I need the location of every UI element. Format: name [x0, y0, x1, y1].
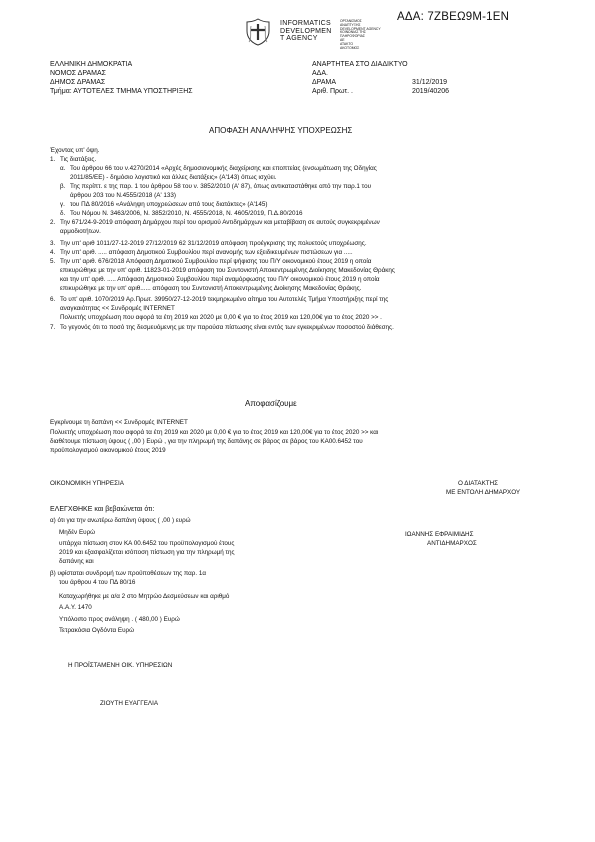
decision-line: Εγκρίνουμε τη δαπάνη << Συνδρομές INTERNET [50, 419, 188, 426]
check-line: Α.Α.Υ. 1470 [59, 604, 92, 611]
check-line: α) ότι για την ανωτέρω δαπάνη ύψους ( ,00 ) ευρώ [50, 517, 191, 524]
place-label: ΔΡΑΜΑ [312, 79, 336, 86]
item-num: 3. [50, 240, 56, 247]
item-num: 7. [50, 324, 56, 331]
item-text: Του Νόμου Ν. 3463/2006, Ν. 3852/2010, Ν. 4555/2018, Ν. 4605/2019, Π.Δ.80/2016 [70, 210, 303, 217]
logo-small-text: ΟΡΓΑΝΙΣΜΟΣ ΑΝΑΠΤΥΞΗΣ DEVELOPMENT AGENCY ΚΟΙΝΩΝΙΑΣ ΤΗΣ ΠΛΗΡΟΦΟΡΙΑΣ ΑΕ ΑΤΑΚΤΟ ΑΚΟΤΟΜΟΣ [340, 19, 381, 50]
item-num: β. [60, 183, 66, 190]
check-block [50, 516, 235, 635]
publication-title: ΑΝΑΡΤΗΤΕΑ ΣΤΟ ΔΙΑΔΙΚΤΥΟ [312, 61, 408, 68]
check-line: Υπόλοιπο προς ανάληψη . ( 480,00 ) Ευρώ [59, 616, 180, 623]
decision-line: προϋπολογισμού οικονομικού έτους 2019 [50, 447, 166, 454]
signer-title: ΑΝΤΙΔΗΜΑΡΧΟΣ [427, 540, 477, 547]
signer-role: Ο ΔΙΑΤΑΚΤΗΣ [458, 480, 499, 487]
logo-line: T AGENCY [280, 35, 318, 42]
item-num: 4. [50, 249, 56, 256]
check-line: του άρθρου 4 του ΠΔ 80/16 [59, 579, 136, 586]
protocol-value: 2019/40206 [412, 88, 449, 95]
head-service-label: Η ΠΡΟΪΣΤΑΜΕΝΗ ΟΙΚ. ΥΠΗΡΕΣΙΩΝ [68, 662, 173, 669]
financial-service-label: ΟΙΚΟΝΟΜΙΚΗ ΥΠΗΡΕΣΙΑ [50, 480, 124, 487]
decision-line: Πολυετής υποχρέωση που αφορά τα έτη 2019 και 2020 με 0,00 € για το έτος 2019 και 120,00€ για το έτος 2020 >> και [50, 429, 379, 436]
issuer-line: ΝΟΜΟΣ ΔΡΑΜΑΣ [50, 70, 106, 77]
issuer-line: Τμήμα: ΑΥΤΟΤΕΛΕΣ ΤΜΗΜΑ ΥΠΟΣΤΗΡΙΞΗΣ [50, 88, 193, 95]
document-title: ΑΠΟΦΑΣΗ ΑΝΑΛΗΨΗΣ ΥΠΟΧΡΕΩΣΗΣ [209, 126, 353, 135]
item-text: Του άρθρου 66 του ν.4270/2014 «Αρχές δημοσιονομικής διαχείρισης και εποπτείας (ενσωμάτωση της Οδηγίας [70, 165, 377, 172]
decision-line: διαθέτουμε πίστωση ύψους ( ,00 ) Ευρώ , για την πληρωμή της δαπάνης σε βάρος σε βάρος του ΚΑ00.6452 του [50, 438, 363, 445]
check-line: Τετρακόσια Ογδόντα Ευρώ [59, 627, 135, 634]
issuer-line: ΔΗΜΟΣ ΔΡΑΜΑΣ [50, 79, 106, 86]
item-text: Το υπ' αριθ. 1070/2019 Αρ.Πρωτ. 39950/27-12-2019 τεκμηριωμένο αίτημα του Αυτοτελές Τμήμα Υποστήριξης περί της [60, 296, 389, 303]
item-text: επικυρώθηκε με την υπ' αριθ...... απόφαση του Συντονιστή Αποκεντρωμένης Διοίκησης Μακεδονίας Θράκης. [60, 285, 362, 292]
check-line: 2019 και εξασφαλίζεται ισόποση πίστωση για την πληρωμή της [59, 549, 235, 556]
checked-title: ΕΛΕΓΧΘΗΚΕ και βεβαιώνεται ότι: [50, 506, 155, 513]
item-text: Της περίπτ. ε της παρ. 1 του άρθρου 58 του ν. 3852/2010 (Α' 87), όπως αντικαταστάθηκε από την παρ.1 του [70, 183, 372, 190]
item-text: του ΠΔ 80/2016 «Ανάληψη υποχρεώσεων από τους διατάκτες» (Α'145) [70, 201, 268, 208]
item-text: επικυρώθηκε με την υπ' αριθ. 11823-01-2019 απόφαση του Συντονιστή Αποκεντρωμένης Διοίκησης Μακεδονίας Θράκης [60, 267, 395, 274]
check-line: Καταχωρήθηκε με α/α 2 στο Μητρώο Δεσμεύσεων και αριθμό [59, 593, 230, 600]
item-text: Την 671/24-9-2019 απόφαση Δημάρχου περί του ορισμού Αντιδημάρχων και μεταβίβαση σε αυτούς συγκεκριμένων [60, 219, 380, 226]
item-text: Τις διατάξεις. [60, 156, 97, 163]
item-text: αναγκαιότητας << Συνδρομές INTERNET [60, 305, 175, 312]
logo-line: INFORMATICS [280, 20, 332, 27]
check-line: Μηδέν Ευρώ [59, 529, 96, 536]
item-text: Πολυετής υποχρέωση που αφορά τα έτη 2019 και 2020 με 0,00 € για το έτος 2019 και 120,00€ για το έτος 2020 >> . [60, 314, 382, 321]
considerations-list [50, 155, 570, 332]
check-line: β) υφίσταται συνδρομή των προϋποθέσεων της παρ. 1α [50, 570, 207, 577]
decision-text [50, 418, 378, 455]
ada-code: ΑΔΑ: 7ΖΒΕΩ9Μ-1ΕΝ [397, 11, 510, 23]
date-value: 31/12/2019 [412, 79, 448, 86]
protocol-label: Αριθ. Πρωτ. . [312, 88, 353, 95]
item-text: Την υπ' αριθ. 676/2018 Απόφαση Δημοτικού Συμβουλίου περί ψήφισης του Π/Υ οικονομικού έτους 2019 η οποία [60, 258, 372, 265]
item-num: 6. [50, 296, 56, 303]
item-text: και την υπ' αριθ. ..... Απόφαση Δημοτικού Συμβουλίου περί αναμόρφωσης του Π/Υ οικονομικού έτους 2019 η οποία [60, 276, 380, 283]
signer-by-order: ΜΕ ΕΝΤΟΛΗ ΔΗΜΑΡΧΟΥ [446, 489, 521, 496]
item-num: γ. [60, 201, 65, 208]
item-num: 1. [50, 156, 56, 163]
item-num: δ. [60, 210, 66, 217]
item-text: αρμοδιοτήτων. [60, 228, 101, 235]
item-text: άρθρου 203 του Ν.4555/2018 (Α' 133) [70, 192, 177, 199]
signer-name: ΙΩΑΝΝΗΣ ΕΦΡΑΙΜΙΔΗΣ [405, 531, 474, 538]
intro-text: Έχοντας υπ' όψη. [50, 147, 100, 154]
issuer-block [50, 60, 193, 96]
item-text: Το γεγονός ότι το ποσό της δεσμευόμενης με την παρούσα πίστωσης είναι εντός των εγκεκριμένων ποσοστού διάθεσης. [60, 324, 394, 331]
item-text: Την υπ' αριθ 1011/27-12-2019 27/12/2019 62 31/12/2019 απόφαση προέγκρισης της πολυετούς υποχρέωσης. [60, 240, 367, 247]
publication-block [312, 60, 449, 96]
ada-label: ΑΔΑ. [312, 70, 328, 77]
item-num: α. [60, 165, 66, 172]
greek-coat-of-arms-icon [246, 18, 270, 46]
logo-line: DEVELOPMEN [280, 27, 332, 35]
head-name: ΖΙΟΥΤΗ ΕΥΑΓΓΕΛΙΑ [100, 700, 159, 707]
item-num: 2. [50, 219, 56, 226]
item-num: 5. [50, 258, 56, 265]
issuer-line: ΕΛΛΗΝΙΚΗ ΔΗΜΟΚΡΑΤΙΑ [50, 61, 133, 68]
check-line: υπάρχει πίστωση στον ΚΑ 00.6452 του προϋπολογισμού έτους [59, 540, 235, 547]
info-agency-logo [280, 20, 332, 43]
check-line: δαπάνης και [59, 558, 94, 565]
decision-title: Αποφασίζουμε [245, 399, 297, 408]
item-text: Την υπ' αριθ. ..... απόφαση Δημοτικού Συμβουλίου περί ανανομής των εξειδικευμένων πιστώσεων για ..... [60, 249, 353, 256]
item-text: 2011/85/ΕΕ) - δημόσιο λογιστικό και άλλες διατάξεις» (Α'143) όπως ισχύει. [70, 174, 277, 181]
